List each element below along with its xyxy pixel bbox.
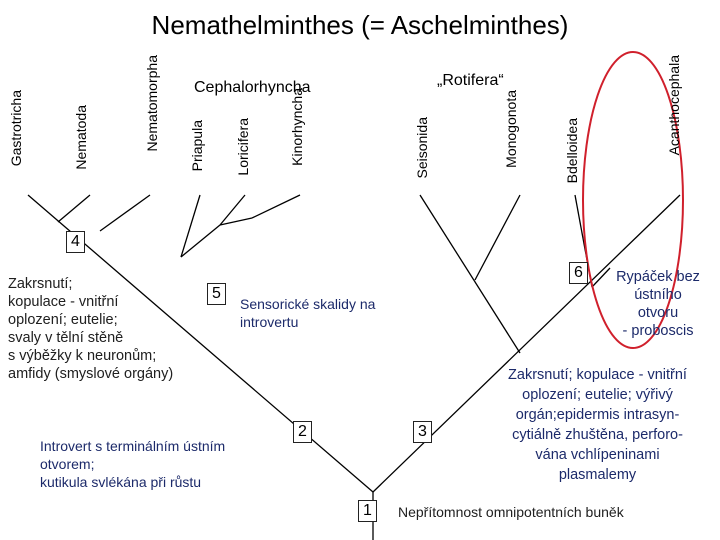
taxon-bdelloidea: Bdelloidea xyxy=(564,118,580,184)
note-node-5-right xyxy=(240,295,375,331)
note-line: cytiálně zhuštěna, perforo- xyxy=(512,427,683,443)
note-line: svaly v tělní stěně xyxy=(8,330,124,346)
note-line: otvorem; xyxy=(40,456,95,472)
taxon-nematomorpha: Nematomorpha xyxy=(144,55,160,152)
note-line: s výběžky k neuronům; xyxy=(8,348,157,364)
note-line: vána vchlípeninami xyxy=(535,447,660,463)
taxon-gastrotricha: Gastrotricha xyxy=(8,90,24,167)
taxon-kinorhyncha: Kinorhyncha xyxy=(289,88,305,166)
note-line: amfidy (smyslové orgány) xyxy=(8,366,174,382)
note-line: introvertu xyxy=(240,314,299,330)
note-line: otvoru xyxy=(637,305,679,321)
node-6-box: 6 xyxy=(569,262,588,284)
taxon-nematoda: Nematoda xyxy=(73,105,89,170)
note-line: - proboscis xyxy=(622,323,694,339)
page-title: Nemathelminthes (= Aschelminthes) xyxy=(151,10,569,40)
note-node-1: Nepřítomnost omnipotentních buněk xyxy=(398,504,624,520)
node-5-box: 5 xyxy=(207,283,226,305)
node-4-box: 4 xyxy=(66,231,85,253)
note-line: oplození; eutelie; výřivý xyxy=(522,387,673,403)
note-line: Sensorické skalidy na xyxy=(240,296,376,312)
note-line: orgán;epidermis intrasyn- xyxy=(515,407,680,423)
note-line: Zakrsnutí; xyxy=(8,276,73,292)
note-line: Introvert s terminálním ústním xyxy=(40,438,226,454)
note-line: Zakrsnutí; kopulace - vnitřní xyxy=(508,367,687,383)
note-node-3 xyxy=(475,365,720,485)
note-line: kutikula svlékána při růstu xyxy=(40,474,202,490)
note-line: Rypáček bez xyxy=(616,269,700,285)
note-node-2 xyxy=(40,437,225,491)
group-rotifera: „Rotifera“ xyxy=(437,72,504,89)
note-node-6 xyxy=(598,268,718,340)
group-cephalorhyncha: Cephalorhyncha xyxy=(194,79,311,96)
taxon-seisonida: Seisonida xyxy=(414,117,430,179)
note-line: oplození; eutelie; xyxy=(8,312,118,328)
taxon-priapula: Priapula xyxy=(189,120,205,172)
note-line: plasmalemy xyxy=(558,467,637,483)
note-node-5-left xyxy=(8,275,173,383)
node-1-box: 1 xyxy=(358,500,377,522)
note-line: kopulace - vnitřní xyxy=(8,294,119,310)
taxon-monogonota: Monogonota xyxy=(503,90,519,168)
taxon-loricifera: Loricifera xyxy=(235,118,251,176)
note-line: ústního xyxy=(634,287,682,303)
node-3-box: 3 xyxy=(413,421,432,443)
taxon-acanthocephala: Acanthocephala xyxy=(666,55,682,156)
node-2-box: 2 xyxy=(293,421,312,443)
